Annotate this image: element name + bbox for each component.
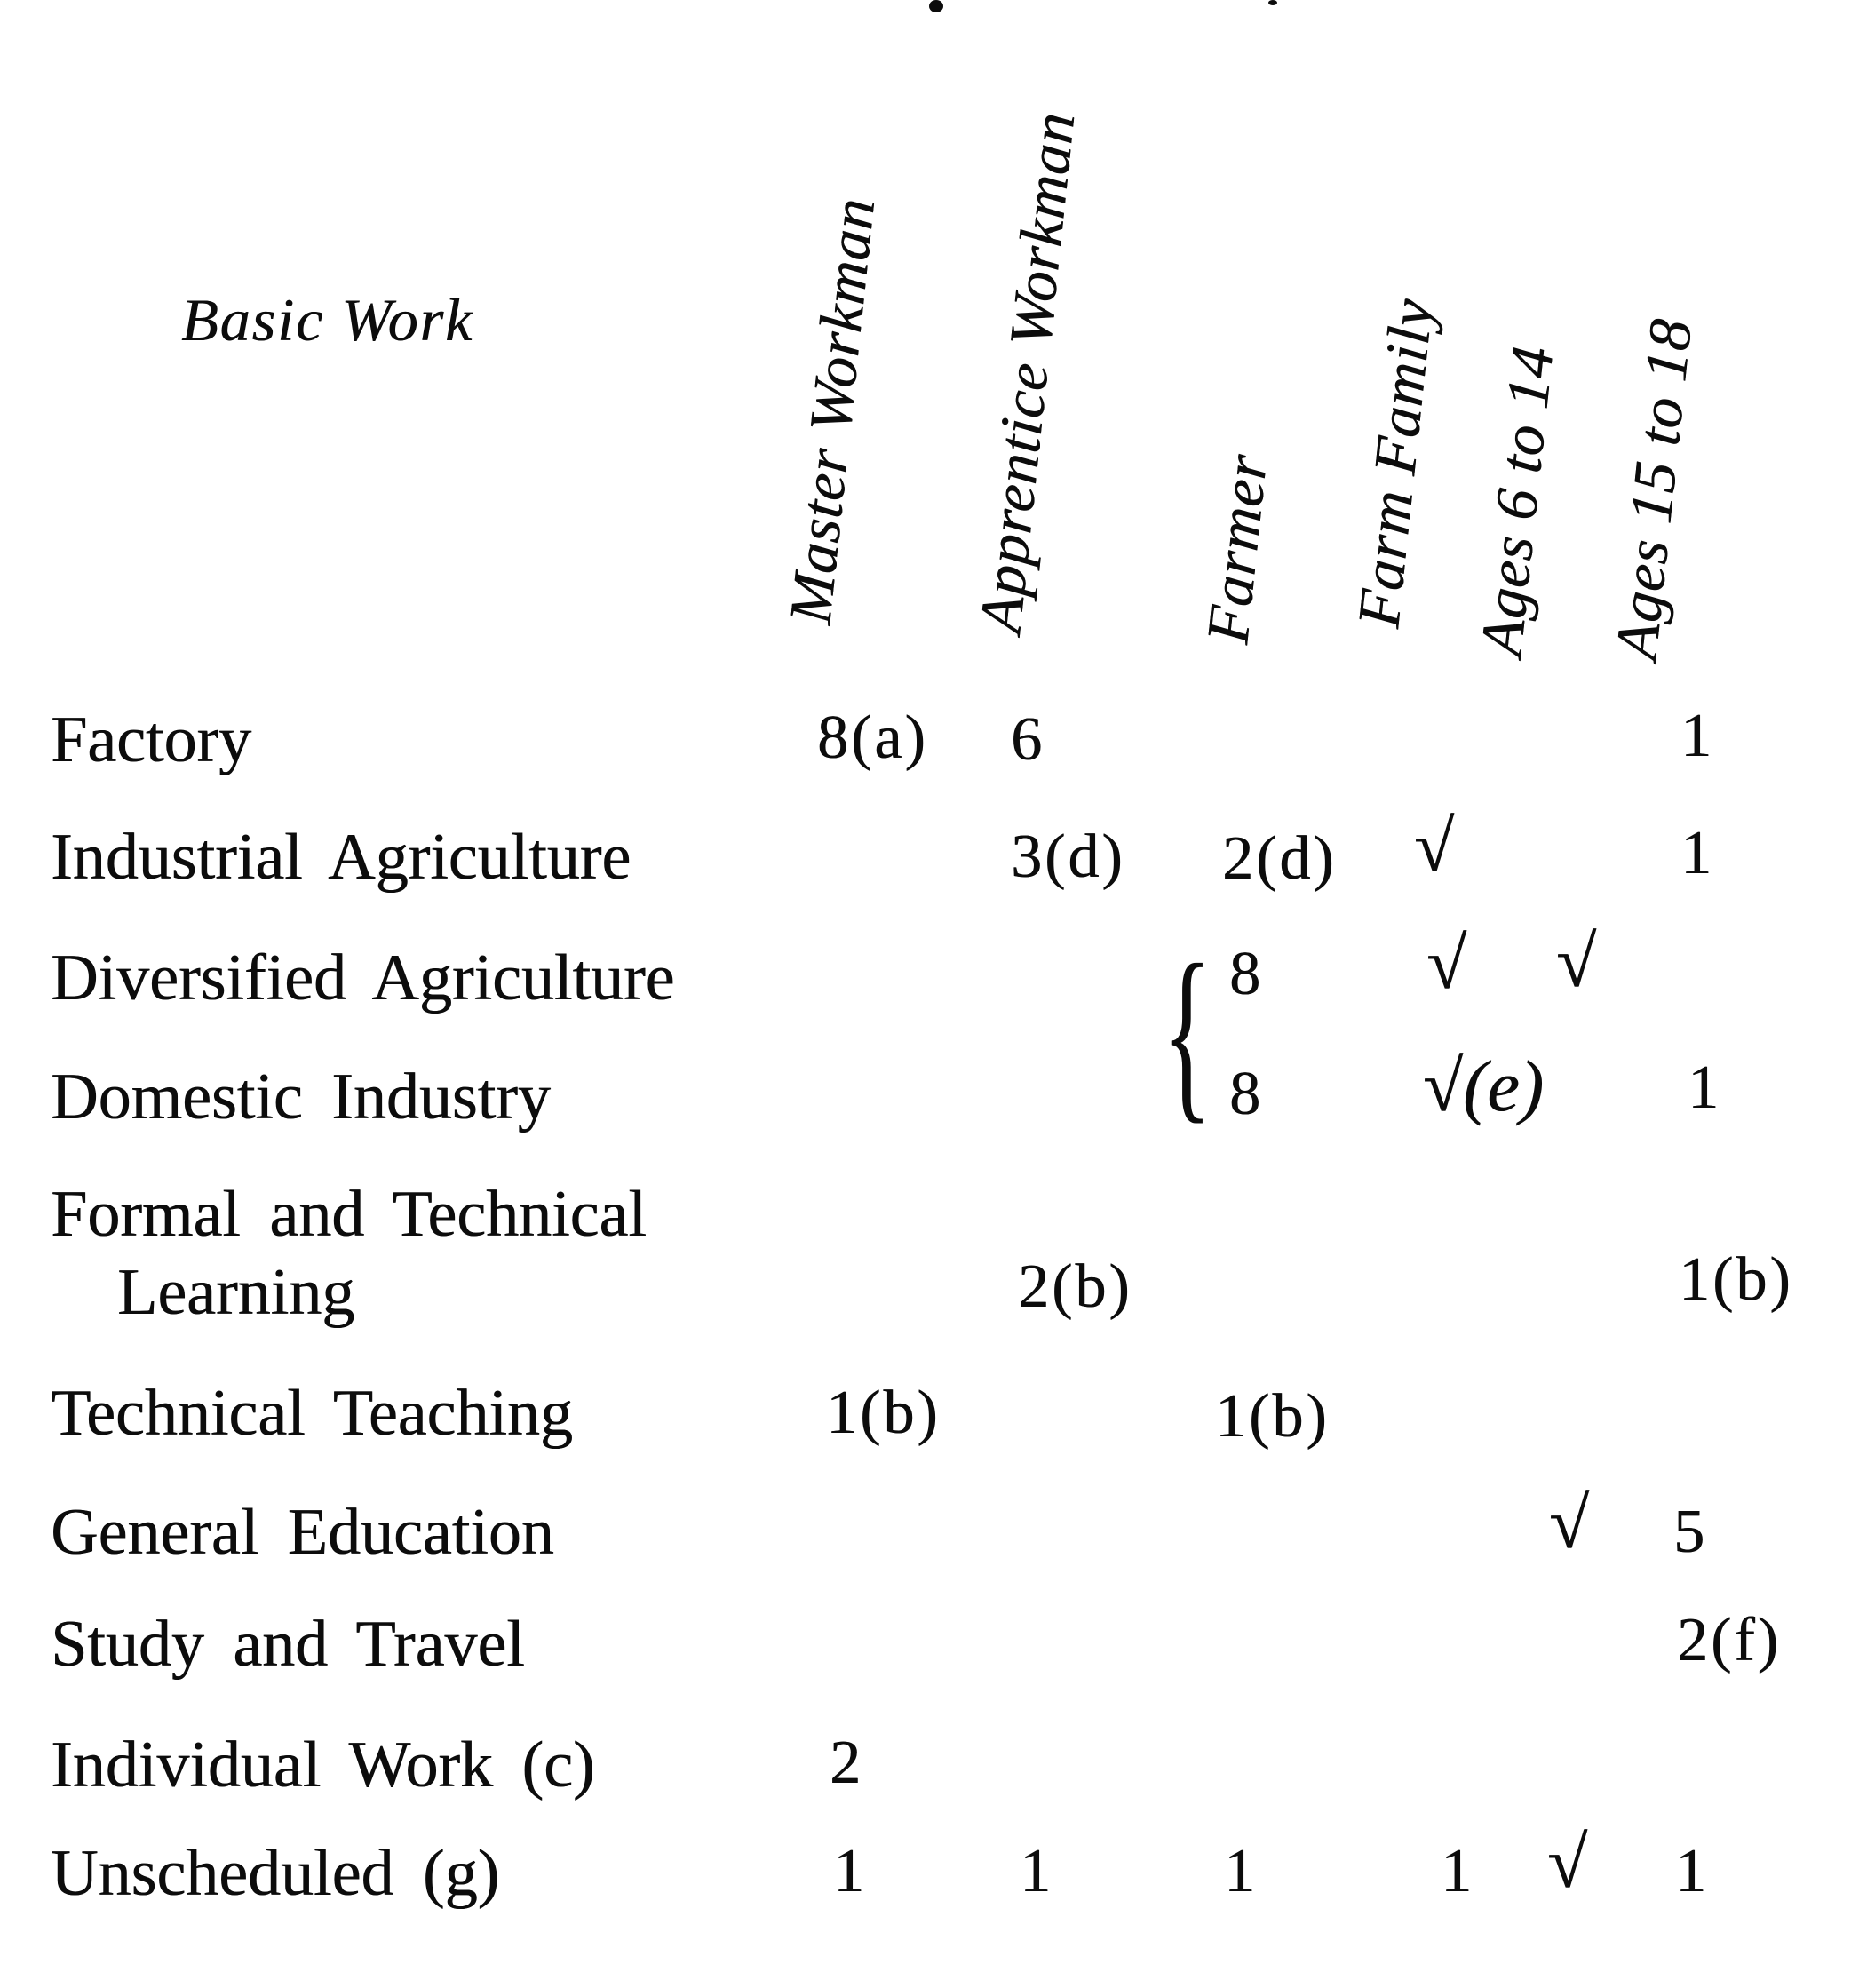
- cell-factory-apprentice: 6: [1011, 705, 1045, 774]
- column-header-farmer: Farmer: [1193, 450, 1281, 648]
- row-label-general-education: General Education: [51, 1496, 554, 1569]
- row-label-diversified-agriculture: Diversified Agriculture: [51, 942, 675, 1014]
- page-title: Basic Work: [181, 286, 474, 354]
- cell-industrial-ages-15-18: 1: [1680, 819, 1714, 887]
- cell-unscheduled-ages-6-14-checkmark: √: [1547, 1822, 1588, 1903]
- cell-unscheduled-farmer: 1: [1224, 1837, 1258, 1905]
- column-header-ages-6-to-14: Ages 6 to 14: [1466, 343, 1567, 660]
- cell-teaching-farmer: 1(b): [1215, 1382, 1330, 1451]
- column-header-master-workman: Master Workman: [775, 194, 888, 628]
- cell-formal-ages-15-18: 1(b): [1679, 1245, 1793, 1314]
- cell-factory-master: 8(a): [817, 704, 928, 772]
- cell-unscheduled-ages-15-18: 1: [1675, 1837, 1709, 1905]
- cell-study-travel-ages-15-18: 2(f): [1677, 1606, 1781, 1674]
- row-label-individual-work: Individual Work (c): [51, 1729, 595, 1801]
- column-header-farm-family: Farm Family: [1344, 295, 1446, 632]
- cell-formal-apprentice: 2(b): [1018, 1252, 1132, 1321]
- ink-speck: [1268, 0, 1277, 5]
- cell-general-education-ages-15-18: 5: [1673, 1498, 1707, 1566]
- row-label-formal-and-technical: Formal and Technical: [51, 1178, 647, 1251]
- cell-domestic-farmer: 8: [1229, 1060, 1263, 1128]
- row-label-domestic-industry: Domestic Industry: [51, 1061, 551, 1133]
- cell-diversified-farmer: 8: [1229, 940, 1263, 1008]
- cell-diversified-farm-family-checkmark: √: [1426, 923, 1467, 1004]
- cell-general-education-ages-6-14-checkmark: √: [1549, 1483, 1590, 1563]
- row-label-technical-teaching: Technical Teaching: [51, 1377, 573, 1450]
- row-label-unscheduled: Unscheduled (g): [51, 1837, 500, 1910]
- cell-unscheduled-apprentice: 1: [1020, 1837, 1053, 1905]
- cell-factory-ages-15-18: 1: [1680, 702, 1714, 770]
- cell-industrial-apprentice: 3(d): [1011, 823, 1125, 891]
- cell-individual-work-master: 2: [830, 1729, 863, 1797]
- cell-industrial-farm-family-checkmark: √: [1414, 806, 1455, 887]
- cell-unscheduled-master: 1: [833, 1837, 867, 1905]
- cell-domestic-farm-family-checkmark: √(e): [1423, 1046, 1545, 1126]
- column-header-ages-15-to-18: Ages 15 to 18: [1601, 315, 1705, 664]
- row-label-study-and-travel: Study and Travel: [51, 1608, 525, 1681]
- cell-teaching-master: 1(b): [826, 1379, 941, 1447]
- row-label-factory: Factory: [51, 704, 252, 776]
- ink-speck: [929, 0, 943, 12]
- row-label-learning: Learning: [117, 1256, 355, 1329]
- row-group-brace: {: [1162, 925, 1212, 1141]
- cell-industrial-farmer: 2(d): [1222, 824, 1337, 893]
- cell-domestic-ages-15-18: 1: [1688, 1054, 1721, 1122]
- column-header-apprentice-workman: Apprentice Workman: [965, 108, 1088, 637]
- cell-unscheduled-farm-family: 1: [1441, 1837, 1474, 1905]
- row-label-industrial-agriculture: Industrial Agriculture: [51, 821, 632, 894]
- cell-diversified-ages-6-14-checkmark: √: [1556, 921, 1597, 1002]
